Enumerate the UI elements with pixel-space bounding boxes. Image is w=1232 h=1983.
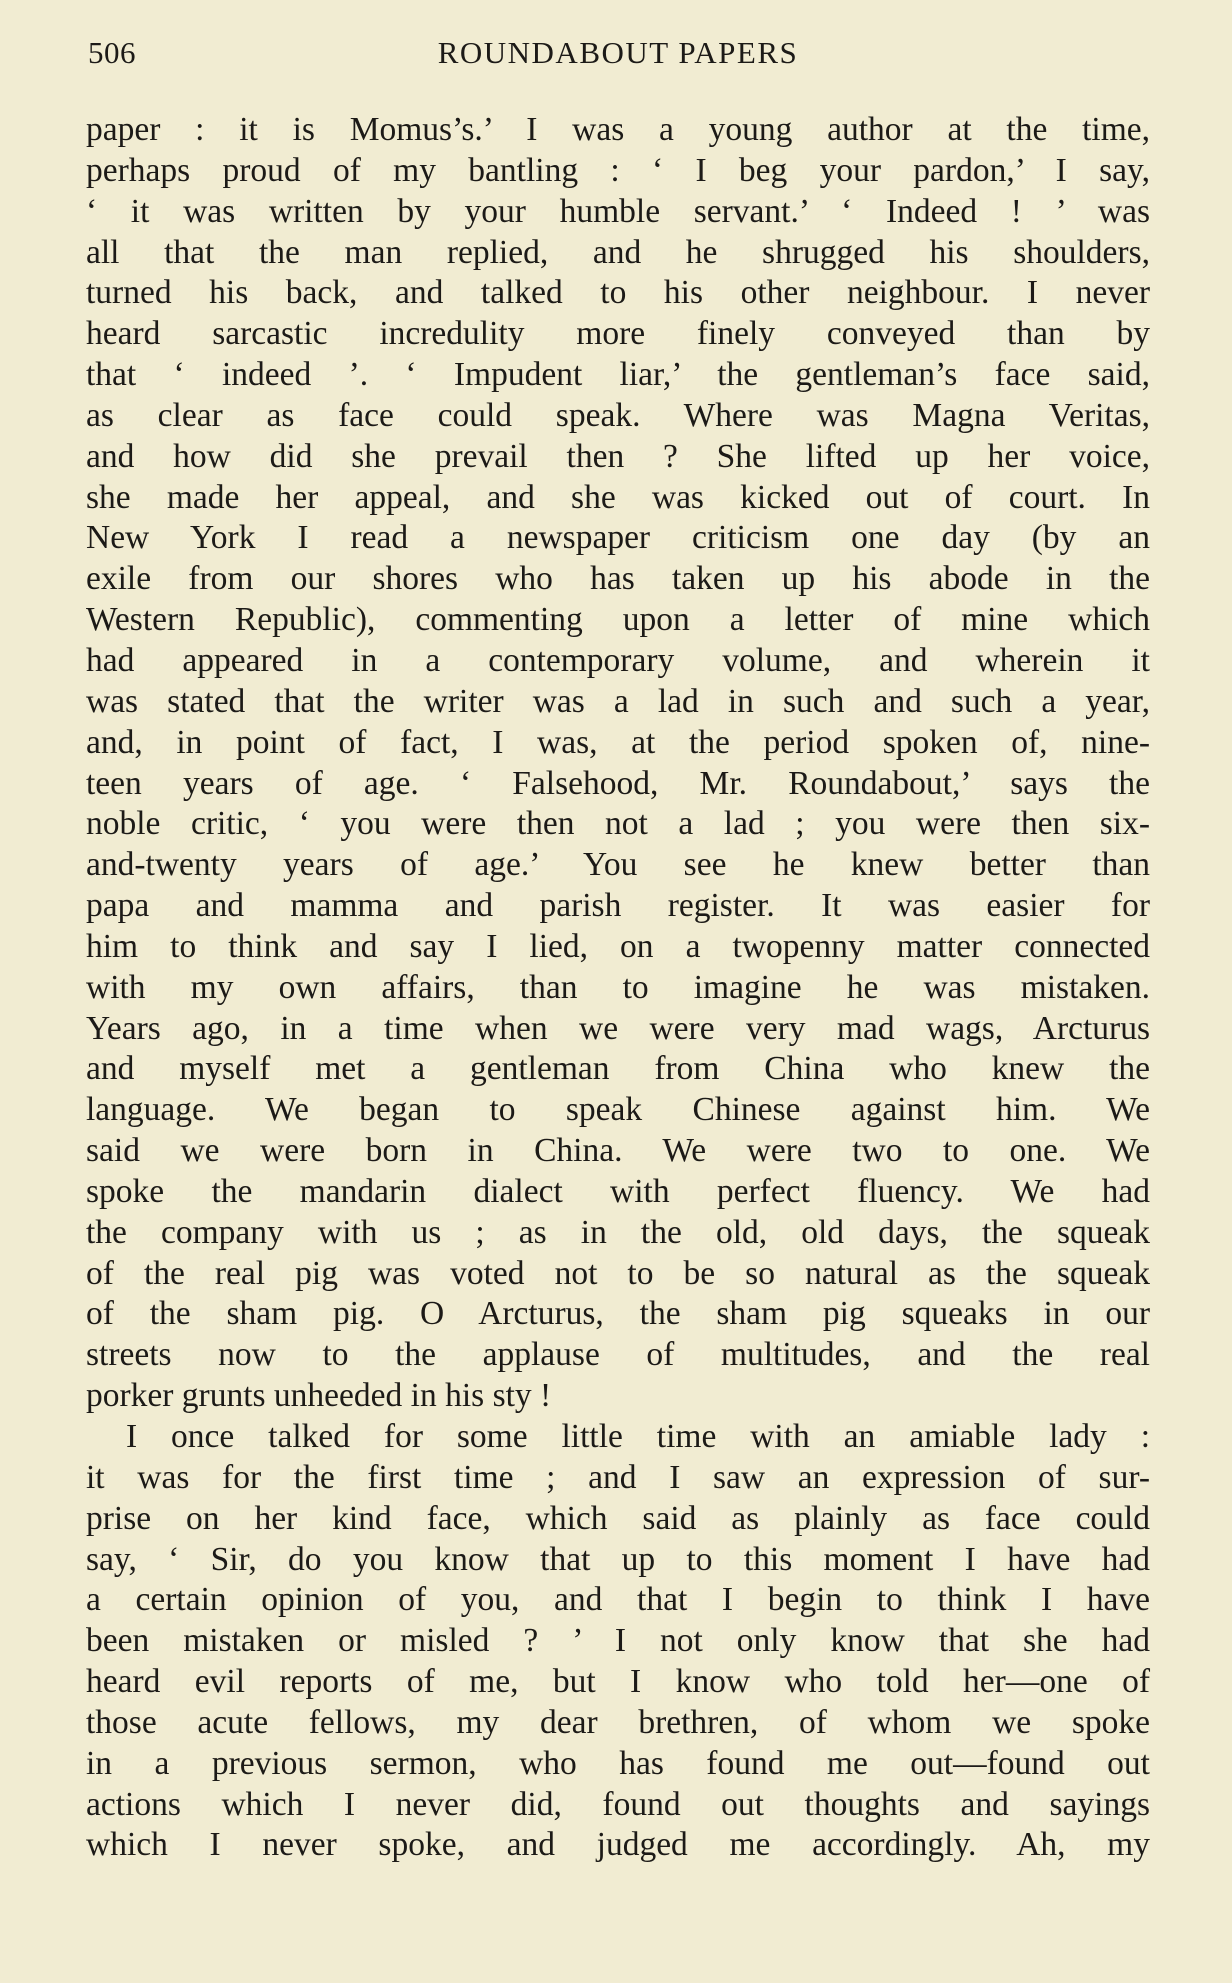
running-title: ROUNDABOUT PAPERS — [437, 35, 799, 70]
text-line: New York I read a newspaper criticism one day (by an — [86, 519, 1150, 557]
text-line: and myself met a gentleman from China who knew the — [86, 1050, 1150, 1088]
text-line: those acute fellows, my dear brethren, of whom we spoke — [86, 1703, 1150, 1741]
text-line: turned his back, and talked to his other neighbour. I never — [86, 274, 1150, 312]
text-line: and-twenty years of age.’ You see he knew better than — [86, 846, 1150, 884]
text-line: ‘ it was written by your humble servant.’ ‘ Indeed ! ’ was — [86, 192, 1150, 230]
text-line: spoke the mandarin dialect with perfect fluency. We had — [86, 1172, 1150, 1210]
text-line: with my own affairs, than to imagine he was mistaken. — [86, 968, 1150, 1006]
page-number: 506 — [88, 35, 136, 70]
text-line: had appeared in a contemporary volume, and wherein it — [86, 641, 1150, 679]
text-line: said we were born in China. We were two to one. We — [86, 1132, 1150, 1170]
text-line: a certain opinion of you, and that I begin to think I have — [86, 1581, 1150, 1619]
text-line: was stated that the writer was a lad in such and such a year, — [86, 682, 1150, 720]
text-line: streets now to the applause of multitudes, and the real — [86, 1336, 1150, 1374]
text-line: papa and mamma and parish register. It was easier for — [86, 887, 1150, 925]
text-line: of the sham pig. O Arcturus, the sham pig squeaks in our — [86, 1295, 1150, 1333]
text-line: say, ‘ Sir, do you know that up to this moment I have had — [86, 1540, 1150, 1578]
text-line: all that the man replied, and he shrugged his shoulders, — [86, 233, 1150, 271]
paragraph-start-line: I once talked for some little time with an amiable lady : — [126, 1418, 1150, 1455]
body-text — [86, 110, 1150, 1866]
text-line: and, in point of fact, I was, at the period spoken of, nine- — [86, 723, 1150, 761]
text-line: heard evil reports of me, but I know who told her—one of — [86, 1663, 1150, 1701]
text-line: it was for the first time ; and I saw an expression of sur- — [86, 1458, 1150, 1496]
text-line: in a previous sermon, who has found me out—found out — [86, 1744, 1150, 1782]
text-line: as clear as face could speak. Where was Magna Veritas, — [86, 396, 1150, 434]
text-line: him to think and say I lied, on a twopenny matter connected — [86, 927, 1150, 965]
text-line: actions which I never did, found out thoughts and sayings — [86, 1785, 1150, 1823]
text-line: which I never spoke, and judged me accordingly. Ah, my — [86, 1826, 1150, 1864]
text-line: she made her appeal, and she was kicked out of court. In — [86, 478, 1150, 516]
text-line: Western Republic), commenting upon a letter of mine which — [86, 601, 1150, 639]
text-line: that ‘ indeed ’. ‘ Impudent liar,’ the gentleman’s face said, — [86, 356, 1150, 394]
text-line: paper : it is Momus’s.’ I was a young author at the time, — [86, 111, 1150, 148]
text-line: noble critic, ‘ you were then not a lad ; you were then six- — [86, 805, 1150, 843]
text-line: prise on her kind face, which said as plainly as face could — [86, 1499, 1150, 1537]
text-line: teen years of age. ‘ Falsehood, Mr. Roundabout,’ says the — [86, 764, 1150, 802]
text-line: of the real pig was voted not to be so natural as the squeak — [86, 1254, 1150, 1292]
text-line: perhaps proud of my bantling : ‘ I beg your pardon,’ I say, — [86, 151, 1150, 189]
text-line: heard sarcastic incredulity more finely conveyed than by — [86, 315, 1150, 353]
paragraph-end-line: porker grunts unheeded in his sty ! — [86, 1377, 552, 1415]
text-line: exile from our shores who has taken up his abode in the — [86, 560, 1150, 598]
text-line: been mistaken or misled ? ’ I not only know that she had — [86, 1622, 1150, 1660]
text-line: language. We began to speak Chinese against him. We — [86, 1091, 1150, 1129]
text-line: the company with us ; as in the old, old days, the squeak — [86, 1213, 1150, 1251]
text-line: and how did she prevail then ? She lifted up her voice, — [86, 437, 1150, 475]
page-header — [88, 30, 1148, 76]
text-line: Years ago, in a time when we were very mad wags, Arcturus — [86, 1009, 1150, 1047]
